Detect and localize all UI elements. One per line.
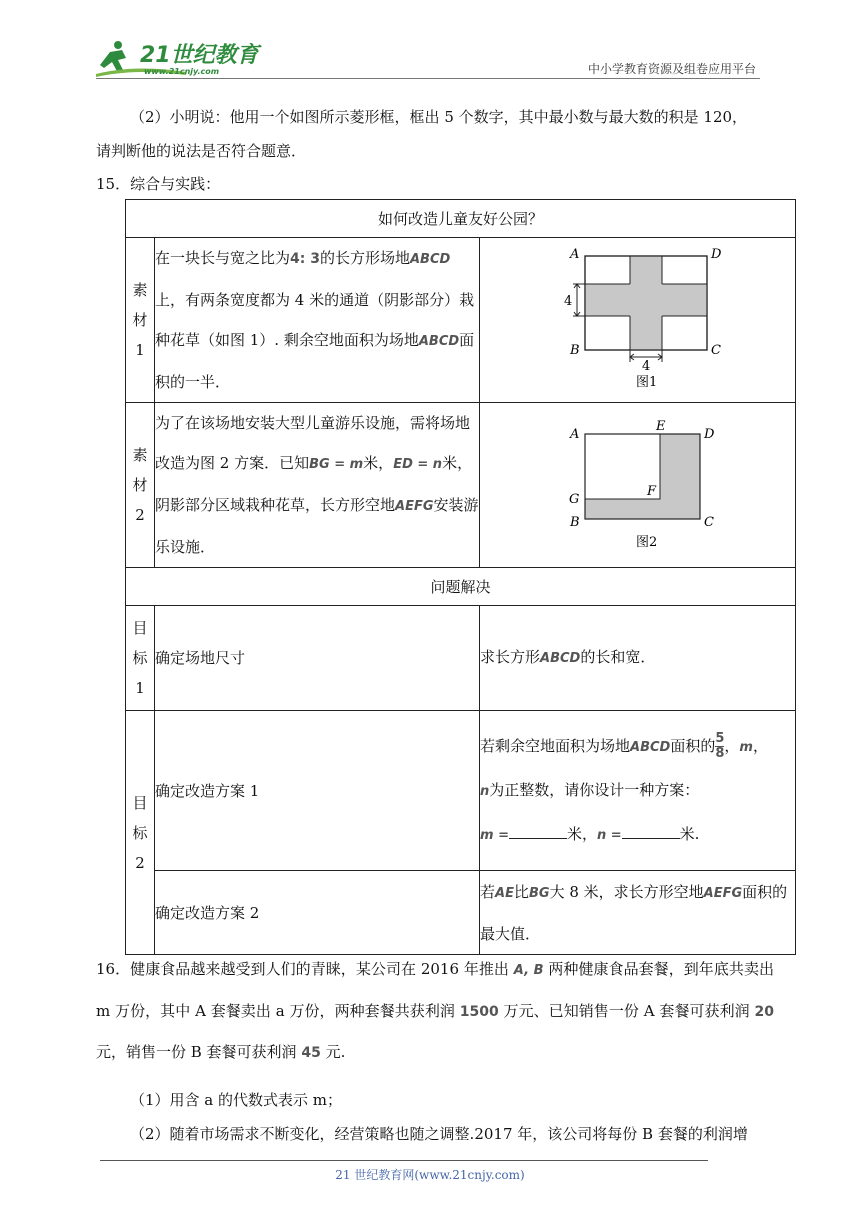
table-title-text: 如何改造儿童友好公园？ [378, 210, 544, 228]
header-platform-text: 中小学教育资源及组卷应用平台 [587, 62, 756, 76]
fraction-denominator: 8 [715, 746, 725, 761]
fig2-label-a: A [570, 427, 580, 442]
m2-text-2: 米， [363, 454, 394, 472]
fig1-caption: 图1 [636, 375, 658, 390]
q15-title [96, 164, 774, 204]
q16-part2-text: （2）随着市场需求不断变化，经营策略也随之调整.2017 年，该公司将每份 B 套餐的利润增 [130, 1125, 748, 1143]
m1-text-4: 面积的一半． [155, 331, 475, 391]
footer-text[interactable]: 21 世纪教育网(www.21cnjy.com) [335, 1168, 525, 1182]
fig2-label-b: B [570, 515, 580, 530]
goal2-label-2: 标 [132, 823, 148, 842]
m1-text-1: 在一块长与宽之比为 [155, 249, 291, 267]
q16-question [96, 949, 774, 1073]
plan2-ae: AE [495, 885, 514, 901]
goal1-q-1: 求长方形 [480, 648, 541, 666]
goal2-plan2-task [155, 871, 480, 955]
problem-title [126, 568, 796, 606]
logo-text: 21世纪教育 [140, 43, 259, 68]
m2-text-4: 安装游乐设施． [155, 496, 479, 556]
material2-label [126, 403, 155, 568]
goal1-label [126, 606, 155, 711]
fig2-label-d: D [704, 427, 715, 442]
m2-aefg: AEFG [395, 499, 434, 514]
plan1-unit-1: 米， [566, 824, 597, 843]
q14-part2-line2: 请判断他的说法是否符合题意． [96, 142, 307, 160]
fig1-label-c: C [711, 343, 721, 358]
m1-text-3: 上，有两条宽度都为 4 米的通道（阴影部分）栽种花草（如图 1）. 剩余空地面积为场地 [155, 291, 475, 349]
n-answer-blank[interactable] [622, 826, 680, 839]
m-answer-blank[interactable] [509, 826, 567, 839]
plan2-q-1: 若 [480, 882, 496, 901]
material2-label-2: 材 [132, 476, 148, 494]
plan1-n-eq: n = [596, 827, 622, 843]
fig1-dim-left: 4 [564, 294, 573, 309]
q16-text-2: 两种健康食品套餐，到年底共卖出 m 万份，其中 A 套餐卖出 a 万份，两种套餐共获利润 [96, 960, 774, 1020]
q16-text-5: 元. [325, 1043, 346, 1061]
q16-text-4: 元，销售一份 B 套餐可获利润 [96, 1043, 297, 1061]
fig2-label-g: G [569, 492, 580, 507]
goal2-plan2-question [480, 871, 796, 955]
q16-part1-text: （1）用含 a 的代数式表示 m； [130, 1091, 343, 1109]
q15-title-text: 15．综合与实践： [96, 175, 221, 193]
plan2-aefg: AEFG [703, 885, 743, 901]
material2-figure-cell [480, 403, 796, 568]
m1-abcd: ABCD [410, 252, 451, 267]
m1-text-2: 的长方形场地 [319, 249, 410, 267]
goal2-plan1-question: 若剩余空地面积为场地ABCD面积的 $\frac{5}{8}$ ，m， n为正整数，请你设计一种方案： m = 米，n = 米. [480, 711, 796, 871]
goal1-label-3: 1 [135, 679, 145, 697]
goal2-plan1-text: 确定改造方案 1 [155, 781, 260, 800]
plan1-unit-2: 米. [679, 824, 700, 843]
fig2-label-e: E [656, 419, 666, 434]
fraction-numerator: 5 [715, 731, 725, 746]
plan2-bg: BG [528, 885, 550, 901]
q16-ab: A, B [513, 963, 544, 978]
material2-label-3: 2 [135, 506, 145, 524]
goal1-abcd: ABCD [540, 651, 581, 666]
goal2-label [126, 711, 155, 955]
material2-text [155, 403, 480, 568]
problem-title-text: 问题解决 [430, 578, 491, 596]
q16-profit-a: 20 [754, 1004, 774, 1020]
plan1-abcd: ABCD [630, 739, 671, 755]
fig1-label-a: A [570, 247, 580, 262]
site-logo [96, 38, 266, 78]
figure1 [480, 238, 796, 398]
material1-label-1: 素 [132, 281, 148, 299]
plan1-q-2: 面积的 [670, 736, 716, 755]
goal1-task-text: 确定场地尺寸 [155, 649, 246, 667]
q16-text-1: 16．健康食品越来越受到人们的青睐，某公司在 2016 年推出 [96, 960, 509, 978]
fig1-label-d: D [711, 247, 722, 262]
plan1-m-eq: m = [480, 827, 509, 843]
goal1-label-1: 目 [132, 619, 148, 637]
q16-part2 [96, 1114, 774, 1154]
goal1-label-2: 标 [132, 649, 148, 667]
logo-url: www.21cnjy.com [144, 67, 220, 76]
m2-ed: ED = n [393, 457, 443, 472]
fig2-caption: 图2 [636, 535, 658, 550]
q16-profit: 1500 [459, 1004, 499, 1020]
fig1-label-b: B [570, 343, 580, 358]
table-title [126, 200, 796, 238]
material1-figure-cell [480, 238, 796, 403]
goal2-label-1: 目 [132, 793, 148, 812]
fig1-dim-bottom: 4 [642, 359, 651, 374]
goal1-q-2: 的长和宽． [580, 648, 656, 666]
fraction-5-8 [715, 732, 724, 761]
m2-bg: BG = m [309, 457, 364, 472]
plan1-m: m [739, 739, 753, 755]
q16-profit-b: 45 [301, 1045, 321, 1061]
plan1-q-3: 为正整数，请你设计一种方案： [489, 780, 700, 799]
material1-text [155, 238, 480, 403]
m2-text-3: 米，阴影部分区域栽种花草，长方形空地 [155, 454, 473, 514]
q15-table [125, 199, 796, 955]
m1-abcd-2: ABCD [418, 334, 460, 349]
fig2-shaded-region [585, 434, 700, 519]
material1-label-3: 1 [135, 341, 145, 359]
fig1-horizontal-path [585, 284, 707, 316]
goal2-label-3: 2 [135, 853, 145, 872]
footer-divider [100, 1160, 708, 1161]
header-divider [96, 78, 760, 79]
goal2-plan2-text: 确定改造方案 2 [155, 903, 260, 922]
q14-part2-line1: （2）小明说：他用一个如图所示菱形框，框出 5 个数字，其中最小数与最大数的积是 120， [130, 108, 748, 126]
m2-text-1: 为了在该场地安装大型儿童游乐设施，需将场地改造为图 2 方案．已知 [155, 414, 471, 472]
plan1-n: n [480, 783, 490, 799]
material1-label [126, 238, 155, 403]
fig2-label-c: C [704, 515, 714, 530]
plan1-q-1: 若剩余空地面积为场地 [480, 736, 631, 755]
plan2-q-3: 大 8 米，求长方形空地 [549, 882, 704, 901]
figure2 [480, 404, 796, 562]
fig2-label-f: F [647, 484, 657, 499]
material1-label-2: 材 [132, 311, 148, 329]
m1-ratio: 4: 3 [290, 251, 320, 267]
material2-label-1: 素 [132, 446, 148, 464]
plan2-q-2: 比 [513, 882, 529, 901]
plan2-q-4: 面积的最大值． [480, 882, 788, 943]
goal2-plan1-task [155, 711, 480, 871]
goal1-question [480, 606, 796, 711]
q16-text-3: 万元、已知销售一份 A 套餐可获利润 [503, 1002, 750, 1020]
goal1-task [155, 606, 480, 711]
